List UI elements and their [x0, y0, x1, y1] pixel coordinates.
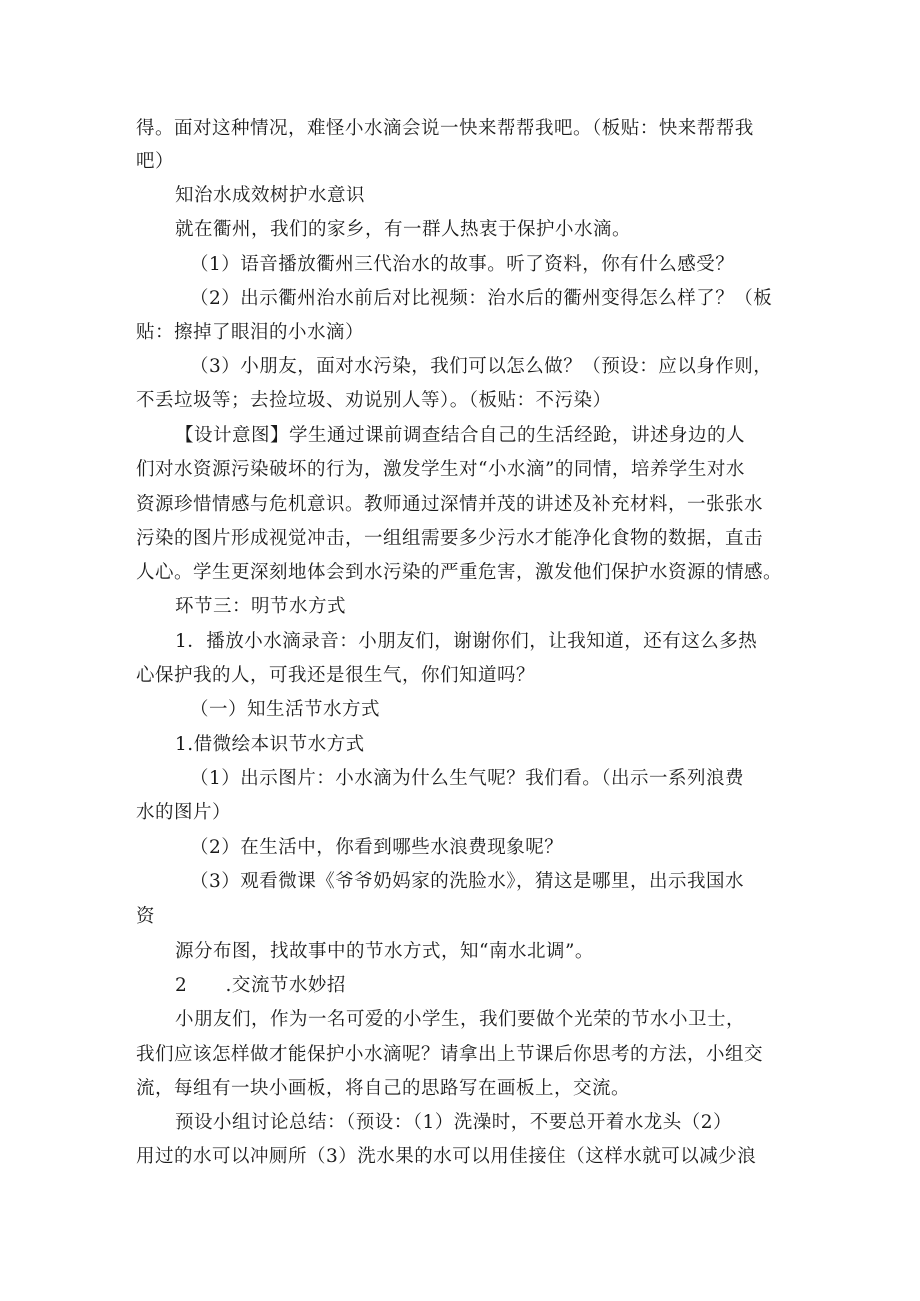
text-line: 就在衢州，我们的家乡，有一群人热衷于保护小水滴。	[175, 219, 632, 240]
text-line: （1）出示图片：小水滴为什么生气呢？我们看。（出示一系列浪费	[190, 768, 745, 789]
text-line: 预设小组讨论总结：（预设：（1）洗澡时，不要总开着水龙头（2）	[175, 1112, 733, 1133]
text-line: 【设计意图】学生通过课前调查结合自己的生活经跄，讲述身边的人	[175, 425, 746, 446]
section-heading: 1.借微绘本识节水方式	[175, 734, 365, 755]
text-line: （2）出示衢州治水前后对比视频：治水后的衢州变得怎么样了？（板	[190, 288, 773, 309]
section-heading: 2 .交流节水妙招	[175, 975, 346, 996]
text-line: 源分布图，找故事中的节水方式，知“南水北调”。	[175, 941, 594, 962]
text-line: （3）观看微课《爷爷奶妈家的洗脸水》，猜这是哪里，出示我国水	[190, 871, 745, 892]
text-line: 心保护我的人，可我还是很生气，你们知道吗？	[136, 665, 536, 686]
text-line: （2）在生活中，你看到哪些水浪费现象呢？	[190, 837, 564, 858]
text-line: （3）小朋友，面对水污染，我们可以怎么做？（预设：应以身作则，	[190, 356, 773, 377]
section-heading: 环节三：明节水方式	[175, 596, 347, 617]
text-line: 不丢垃圾等；去捡垃圾、劝说别人等）。（板贴：不污染）	[136, 390, 612, 411]
text-line: 流，每组有一块小画板，将自己的思路写在画板上，交流。	[136, 1078, 631, 1099]
text-line: （1）语音播放衢州三代治水的故事。听了资料，你有什么感受？	[190, 254, 735, 275]
text-line: 吧）	[136, 151, 175, 172]
text-line: 我们应该怎样做才能保护小水滴呢？请拿出上节课后你思考的方法，小组交	[136, 1044, 764, 1065]
section-heading: 知治水成效树护水意识	[175, 185, 366, 206]
section-heading: （一）知生活节水方式	[190, 699, 381, 720]
text-line: 资	[136, 906, 156, 927]
text-line: 得。面对这种情况，难怪小水滴会说一快来帮帮我吧。（板贴：快来帮帮我	[136, 118, 754, 139]
text-line: 小朋友们，作为一名可爱的小学生，我们要做个光荣的节水小卫士，	[175, 1009, 746, 1030]
text-line: 水的图片）	[136, 802, 232, 823]
text-line: 们对水资源污染破坏的行为，激发学生对“小水滴”的同情，培养学生对水	[136, 459, 745, 480]
text-line: 贴：擦掉了眼泪的小水滴）	[136, 322, 365, 343]
text-line: 资源珍惜情感与危机意识。教师通过深情并茂的讲述及补充材料，一张张水	[136, 494, 764, 515]
text-line: 人心。学生更深刻地体会到水污染的严重危害，激发他们保护水资源的情感。	[136, 562, 783, 583]
text-line: 污染的图片形成视觉冲击，一组组需要多少污水才能净化食物的数据，直击	[136, 528, 764, 549]
text-line: 1．播放小水滴录音：小朋友们，谢谢你们，让我知道，还有这么多热	[175, 631, 758, 652]
text-line: 用过的水可以冲厕所（3）洗水果的水可以用佳接住（这样水就可以减少浪	[136, 1146, 757, 1167]
